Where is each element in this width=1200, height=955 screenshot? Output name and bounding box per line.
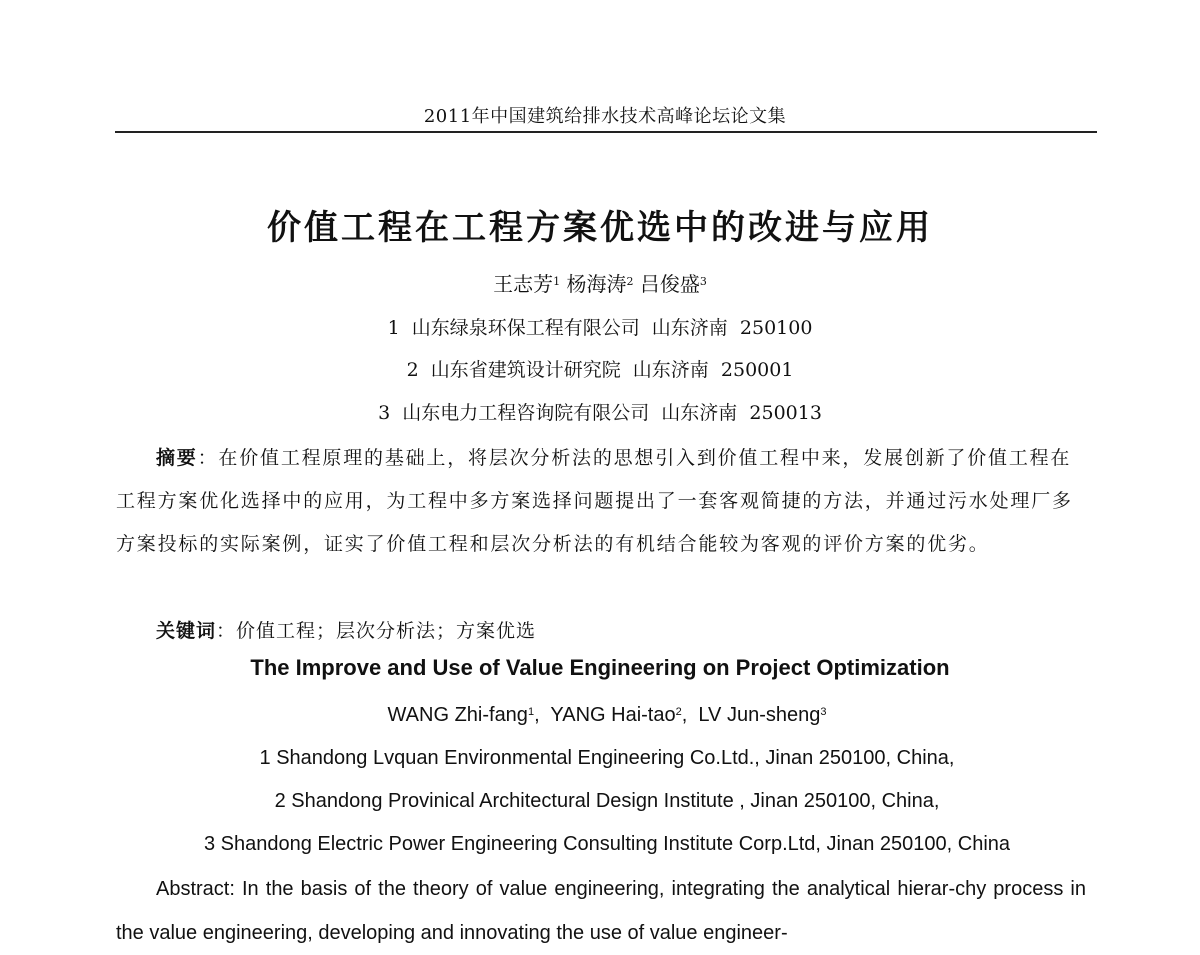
author-sup: 2 — [626, 275, 634, 288]
affiliation-cn-1: 1 山东绿泉环保工程有限公司 山东济南 250100 — [387, 317, 813, 339]
running-header: 2011年中国建筑给排水技术高峰论坛论文集 — [423, 106, 787, 127]
abstract-cn-text: 在价值工程原理的基础上，将层次分析法的思想引入到价值工程中来，发展创新了价值工程在工程方案优化选择中的应用，为工程中多方案选择问题提出了一套客观简捷的方法，并通过污水处理厂多方案投标的实际案例，证实了价值工程和层次分析法的有机结合能较为客观的评价方案的优劣。 — [116, 447, 1073, 555]
author-en: WANG Zhi-fang — [387, 704, 528, 726]
paper-title-en: The Improve and Use of Value Engineering on Project Optimization — [250, 655, 950, 680]
keywords-cn-label: 关键词 — [156, 620, 217, 642]
keywords-cn: 关键词：价值工程；层次分析法；方案优选 — [156, 620, 537, 642]
abstract-en-label: Abstract: — [156, 878, 235, 900]
author-sup: 2 — [675, 706, 682, 718]
abstract-cn: 摘要：在价值工程原理的基础上，将层次分析法的思想引入到价值工程中来，发展创新了价值工程在工程方案优化选择中的应用，为工程中多方案选择问题提出了一套客观简捷的方法，并通过污水处理厂多方案投标的实际案例，证实了价值工程和层次分析法的有机结合能较为客观的评价方案的优劣。 — [116, 447, 1073, 555]
abstract-en-text: In the basis of the theory of value engineering, integrating the analytical hierar-chy process in the value engineering, developing and innovating the use of value engineer- — [116, 878, 1086, 944]
author-sup: 1 — [527, 706, 535, 718]
authors-cn — [0, 268, 1200, 297]
keywords-cn-text: 价值工程；层次分析法；方案优选 — [236, 620, 537, 642]
header-rule — [115, 131, 1097, 133]
affiliation-en-1: 1 Shandong Lvquan Environmental Engineering Co.Ltd., Jinan 250100, China, — [259, 747, 955, 769]
authors-en: WANG Zhi-fang$^1$, YANG Hai-tao$^2$, LV Jun-sheng$^3$ — [387, 704, 827, 726]
author-en: YANG Hai-tao — [550, 704, 676, 726]
author-cn: 吕俊盛 — [639, 272, 700, 296]
author-sup: 1 — [553, 275, 561, 288]
affiliation-en-3: 3 Shandong Electric Power Engineering Consulting Institute Corp.Ltd, Jinan 250100, China — [203, 833, 1011, 855]
affiliation-en-2: 2 Shandong Provinical Architectural Design Institute , Jinan 250100, China, — [274, 790, 940, 812]
affiliation-cn-3: 3 山东电力工程咨询院有限公司 山东济南 250013 — [378, 402, 822, 424]
abstract-cn-label: 摘要 — [156, 447, 198, 469]
author-en: LV Jun-sheng — [698, 704, 821, 726]
affiliation-cn-2: 2 山东省建筑设计研究院 山东济南 250001 — [406, 359, 794, 381]
author-cn: 王志芳 — [493, 272, 554, 296]
abstract-en — [116, 867, 1086, 955]
author-cn: 杨海涛 — [566, 272, 627, 296]
paper-title-cn: 价值工程在工程方案优选中的改进与应用 — [267, 208, 933, 248]
author-sup: 3 — [820, 706, 827, 718]
author-sup: 3 — [699, 275, 707, 288]
